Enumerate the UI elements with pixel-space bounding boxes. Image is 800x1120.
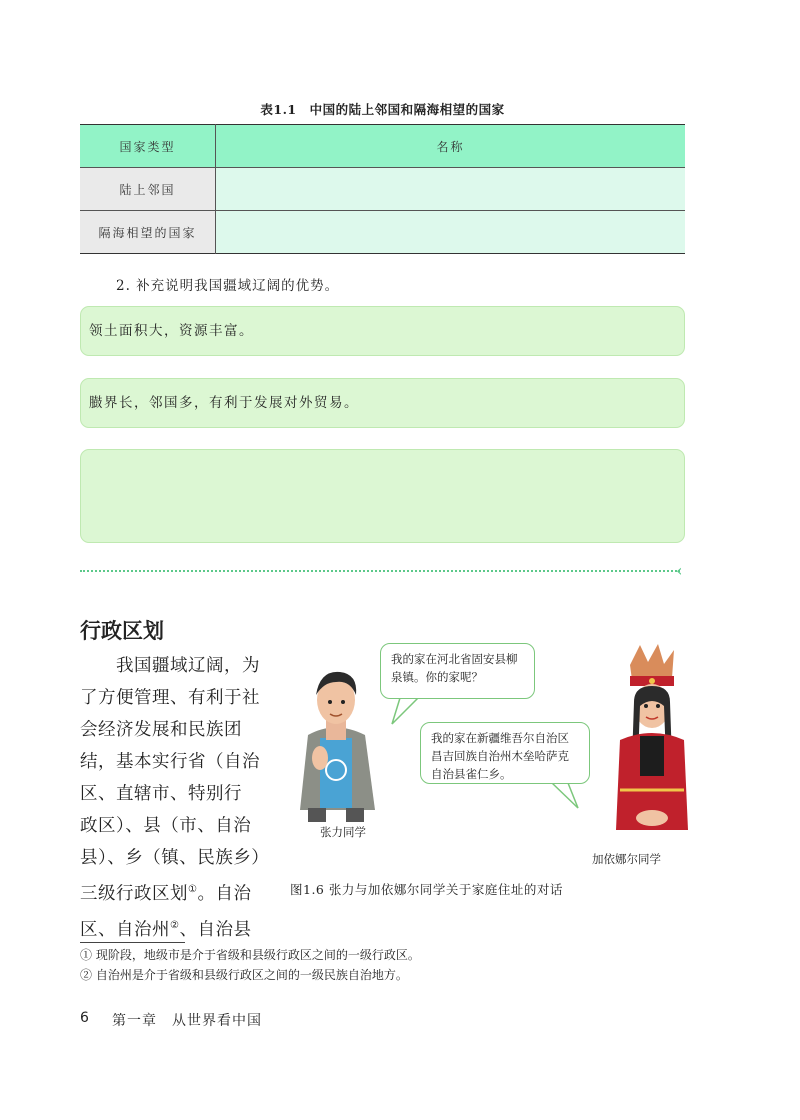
question-2: 2. 补充说明我国疆域辽阔的优势。 [116,278,340,294]
label-jiayinaer: 加依娜尔同学 [592,852,661,866]
section-body [80,650,270,946]
table-header-row [80,125,685,168]
speech-bubble-zhangli: 我的家在河北省固安县柳泉镇。你的家呢？ [380,643,535,699]
section-title: 行政区划 [80,619,164,643]
dialogue-figure [290,640,710,895]
table-row [80,211,685,254]
figure-caption: 图1.6 张力与加依娜尔同学关于家庭住址的对话 [290,882,563,897]
neighbor-countries-table [80,124,685,254]
body-text-segment: 。自治 [197,883,252,904]
footnote-ref-1[interactable]: ① [188,884,198,895]
footnote-1: ① 现阶段，地级市是介于省级和县级行政区之间的一级行政区。 [80,948,420,962]
cell-land-neighbors-names[interactable] [216,168,686,211]
label-zhangli: 张力同学 [320,825,366,839]
body-text-segment: 、自治县 [179,919,252,940]
body-line: 了方便管理、有利于社 [80,688,260,708]
dotted-divider [80,570,680,572]
row-sea-neighbors: 隔海相望的国家 [80,211,216,254]
bubble-tail [552,783,578,808]
footnote-2: ② 自治州是介于省级和县级行政区之间的一级民族自治地方。 [80,968,408,982]
boy-illustration [300,672,375,822]
body-line: 结，基本实行省（自治 [80,752,260,772]
page-number: 6 [80,1010,89,1026]
footnote-ref-2[interactable]: ② [170,919,180,931]
footnote-divider [80,942,185,943]
body-line [80,910,270,946]
table-row [80,168,685,211]
body-line: 县）、乡（镇、民族乡） [80,848,270,868]
answer-box-2[interactable]: 臌界长，邻国多，有利于发展对外贸易。 [80,378,685,428]
answer-box-1[interactable]: 领土面积大，资源丰富。 [80,306,685,356]
girl-illustration [616,644,688,830]
body-line: 区、直辖市、特别行 [80,784,242,804]
header-names: 名称 [216,125,686,168]
bubble-tail [392,698,418,724]
body-text-segment: 区、自治州 [80,919,170,940]
body-line: 政区）、县（市、自治 [80,816,252,836]
body-line: 会经济发展和民族团 [80,720,242,740]
row-land-neighbors: 陆上邻国 [80,168,216,211]
answer-box-3[interactable] [80,449,685,543]
chapter-title: 第一章 从世界看中国 [112,1013,262,1029]
table-caption: 表1.1 中国的陆上邻国和隔海相望的国家 [260,102,505,117]
header-country-type: 国家类型 [80,125,216,168]
cell-sea-neighbors-names[interactable] [216,211,686,254]
speech-bubble-jiayinaer: 我的家在新疆维吾尔自治区昌吉回族自治州木垒哈萨克自治县雀仁乡。 [420,722,590,784]
arrow-left-icon: ‹ [676,561,683,580]
body-text-segment: 三级行政区划 [80,883,188,904]
body-line: 我国疆域辽阔，为 [80,656,260,676]
body-line [80,874,270,910]
